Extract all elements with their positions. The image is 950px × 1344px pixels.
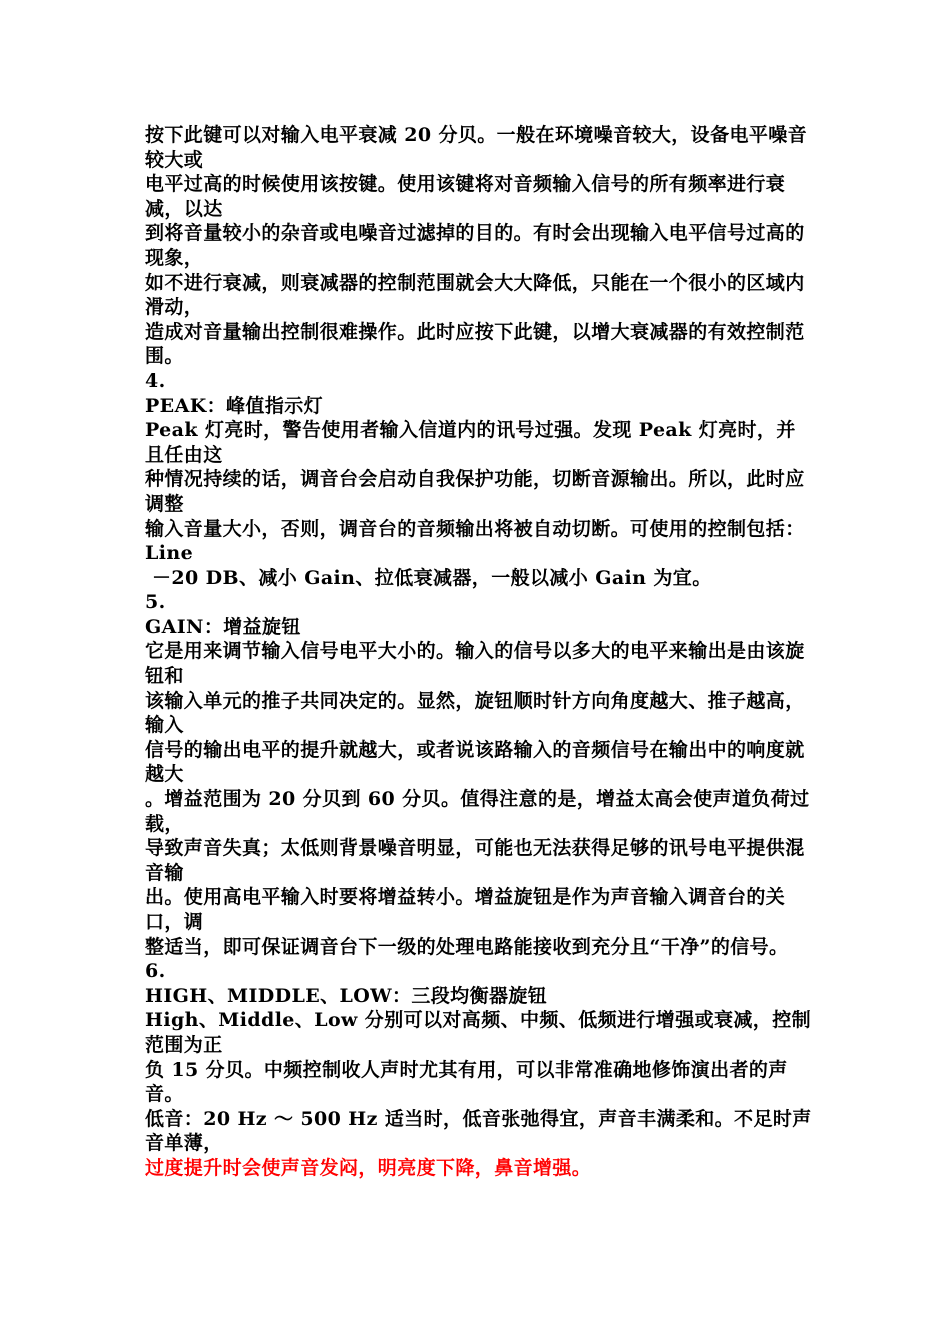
section-heading: GAIN：增益旋钮 <box>145 615 301 638</box>
paragraph-line: 输入音量大小，否则，调音台的音频输出将被自动切断。可使用的控制包括：Line <box>145 517 805 565</box>
paragraph-line: 出。使用高电平输入时要将增益转小。增益旋钮是作为声音输入调音台的关口，调 <box>145 886 786 933</box>
paragraph-line: Peak 灯亮时，警告使用者输入信道内的讯号过强。发现 Peak 灯亮时，并且任由这 <box>145 419 796 466</box>
paragraph-line: 低音：20 Hz ～ 500 Hz 适当时，低音张弛得宜，声音丰满柔和。不足时声音单薄， <box>145 1107 812 1155</box>
paragraph-line: 信号的输出电平的提升就越大，或者说该路输入的音频信号在输出中的响度就越大 <box>145 738 805 786</box>
section-number: 5. <box>145 591 166 614</box>
paragraph-line: 它是用来调节输入信号电平大小的。输入的信号以多大的电平来输出是由该旋钮和 <box>145 640 805 688</box>
highlighted-line: 过度提升时会使声音发闷，明亮度下降，鼻音增强。 <box>145 1156 592 1179</box>
paragraph-line: High、Middle、Low 分别可以对高频、中频、低频进行增强或衰减，控制范围为正 <box>145 1009 811 1056</box>
section-number: 4. <box>145 369 166 392</box>
section-heading: HIGH、MIDDLE、LOW：三段均衡器旋钮 <box>145 984 548 1007</box>
paragraph-line: 造成对音量输出控制很难操作。此时应按下此键，以增大衰减器的有效控制范围。 <box>145 320 805 368</box>
paragraph-line: 负 15 分贝。中频控制收人声时尤其有用，可以非常准确地修饰演出者的声音。 <box>145 1058 788 1106</box>
paragraph-line: 整适当，即可保证调音台下一级的处理电路能接收到充分且“干净”的信号。 <box>145 935 789 958</box>
paragraph-line: 。增益范围为 20 分贝到 60 分贝。值得注意的是，增益太高会使声道负荷过载， <box>145 788 810 835</box>
paragraph-line: 该输入单元的推子共同决定的。显然，旋钮顺时针方向角度越大、推子越高，输入 <box>145 689 805 737</box>
paragraph-line: 按下此键可以对输入电平衰减 20 分贝。一般在环境噪音较大，设备电平噪音较大或 <box>145 124 808 171</box>
paragraph-line: 到将音量较小的杂音或电噪音过滤掉的目的。有时会出现输入电平信号过高的现象， <box>145 222 805 269</box>
section-heading: PEAK：峰值指示灯 <box>145 394 324 417</box>
paragraph-line: 电平过高的时候使用该按键。使用该键将对音频输入信号的所有频率进行衰减，以达 <box>145 173 786 220</box>
paragraph-line: 种情况持续的话，调音台会启动自我保护功能，切断音源输出。所以，此时应调整 <box>145 468 805 515</box>
paragraph-line: 如不进行衰减，则衰减器的控制范围就会大大降低，只能在一个很小的区域内滑动， <box>145 271 805 319</box>
document-body <box>145 123 815 1181</box>
paragraph-line: －20 DB、减小 Gain、拉低衰减器，一般以减小 Gain 为宜。 <box>145 566 712 589</box>
paragraph-line: 导致声音失真；太低则背景噪音明显，可能也无法获得足够的讯号电平提供混音输 <box>145 837 805 884</box>
section-number: 6. <box>145 960 166 983</box>
